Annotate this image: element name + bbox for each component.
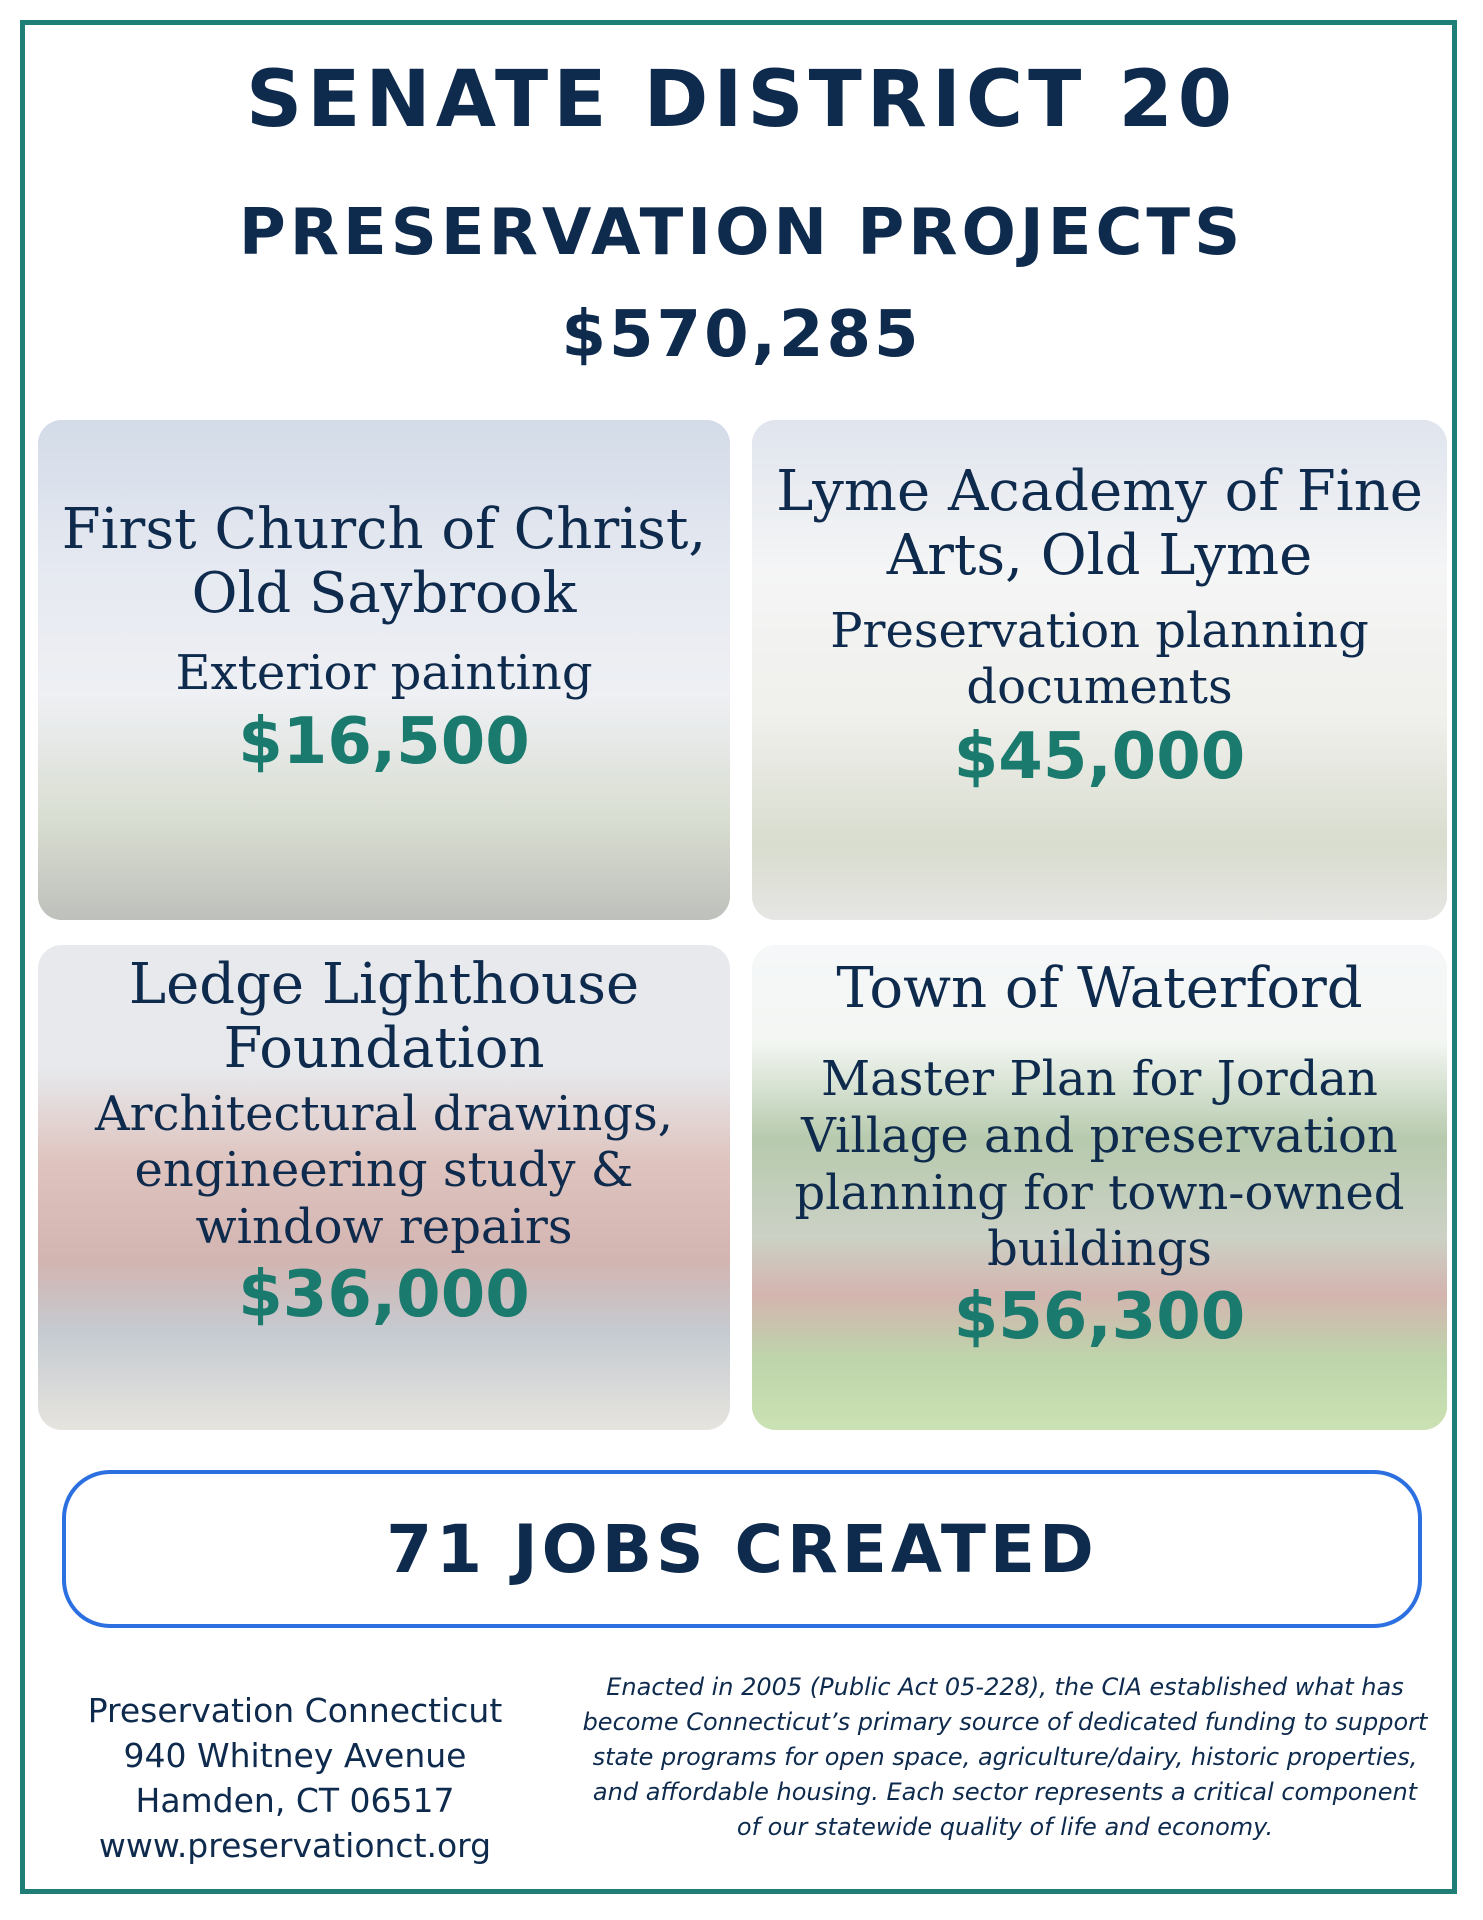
project-card-waterford [752, 945, 1447, 1430]
project-amount: $45,000 [953, 720, 1246, 795]
project-card-ledge-lighthouse [38, 945, 730, 1430]
project-card-lyme-academy [752, 420, 1447, 920]
city-state-zip: Hamden, CT 06517 [135, 1781, 455, 1820]
project-name: Town of Waterford [836, 956, 1363, 1021]
org-name: Preservation Connecticut [87, 1691, 503, 1730]
jobs-created-banner: 71 JOBS CREATED [62, 1470, 1422, 1628]
organization-address [40, 1688, 550, 1868]
project-amount: $36,000 [238, 1257, 530, 1332]
cia-footnote: Enacted in 2005 (Public Act 05-228), the CIA established what has become Connecticut’s primary source of dedicated funding to support state programs for open space, agriculture/dairy, historic properties, and affordable housing. Each sector represents a critical component of our statewide quality of life and economy. [582, 1673, 1428, 1841]
project-name: Lyme Academy of Fine Arts, Old Lyme [776, 459, 1423, 589]
project-description: Exterior painting [175, 644, 593, 701]
project-description: Preservation planning documents [830, 602, 1369, 716]
title-district: SENATE DISTRICT 20 [245, 55, 1238, 145]
project-amount: $16,500 [238, 705, 530, 780]
title-projects: PRESERVATION PROJECTS [238, 196, 1245, 270]
total-amount: $570,285 [561, 298, 922, 372]
project-name: First Church of Christ, Old Saybrook [61, 497, 707, 627]
street-address: 940 Whitney Avenue [123, 1736, 467, 1775]
project-description: Master Plan for Jordan Village and preservation planning for town-owned buildings [794, 1051, 1405, 1278]
project-amount: $56,300 [953, 1279, 1246, 1354]
project-card-first-church [38, 420, 730, 920]
project-name: Ledge Lighthouse Foundation [128, 952, 640, 1082]
website-link[interactable]: www.preservationct.org [98, 1826, 492, 1865]
project-description: Architectural drawings, engineering study & window repairs [95, 1085, 673, 1256]
